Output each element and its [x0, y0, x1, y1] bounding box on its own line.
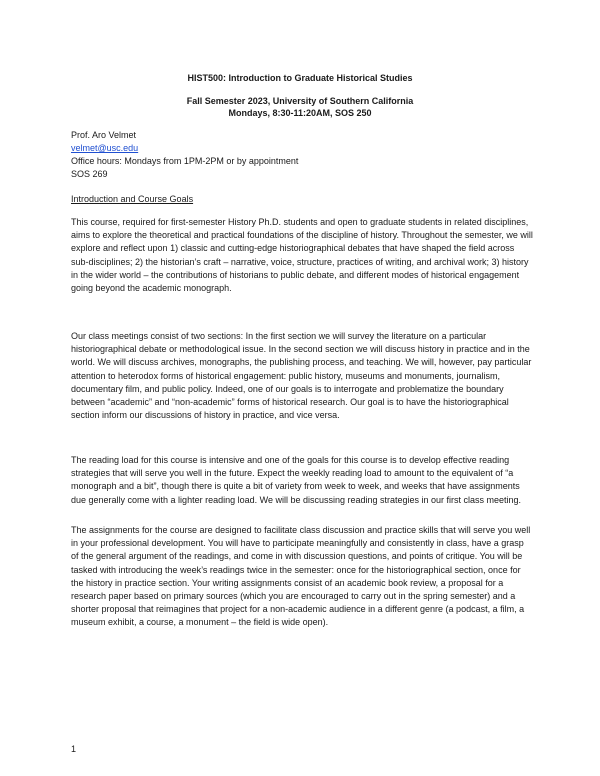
schedule-line: Mondays, 8:30-11:20AM, SOS 250 — [228, 108, 372, 118]
page-number: 1 — [71, 744, 77, 754]
paragraph-reading-load: The reading load for this course is intensive and one of the goals for this course is to develop effective reading strategies that will serve you well in the future. Expect the weekly reading load to amount to the equivalent of “a monograph and a bit”, though there is quite a bit of variety from week to week, and weeks that have assignments due generally come with a lighter reading load. We will be discussing reading strategies in our first class meeting. — [71, 455, 522, 505]
semester-line: Fall Semester 2023, University of Southern California — [186, 96, 414, 106]
course-title: HIST500: Introduction to Graduate Historical Studies — [187, 73, 413, 83]
paragraph-class-meetings: Our class meetings consist of two sections: In the first section we will survey the literature on a particular historiographical debate or methodological issue. In the second section we will discuss history in practice and in the world. We will discuss archives, monographs, the publishing process, and teaching. We will, however, pay particular attention to heterodox forms of historical engagement: public history, museums and monuments, journalism, documentary film, and public policy. Indeed, one of our goals is to interrogate and problematize the boundary between “academic” and “non-academic” forms of historical research. Our goal is to have the historiographical section inform our discussions of history in practice, and vice versa. — [71, 331, 532, 421]
paragraph-intro: This course, required for first-semester History Ph.D. students and open to graduate students in related disciplines, aims to explore the theoretical and practical foundations of the discipline of history. Throughout the semester, we will explore and reflect upon 1) classic and cutting-edge historiographical debates that have shaped the field across sub-disciplines; 2) the historian’s craft – narrative, voice, structure, practices of writing, and archival work; 3) history in the wider world – the contributions of historians to public debate, and different modes of historical engagement going beyond the academic monograph. — [71, 217, 533, 294]
office-location: SOS 269 — [71, 169, 108, 179]
section-heading: Introduction and Course Goals — [71, 194, 194, 204]
instructor-name: Prof. Aro Velmet — [71, 130, 137, 140]
office-hours: Office hours: Mondays from 1PM-2PM or by appointment — [71, 156, 299, 166]
instructor-email-link[interactable]: velmet@usc.edu — [71, 143, 139, 153]
paragraph-assignments: The assignments for the course are designed to facilitate class discussion and practice skills that will serve you well in your professional development. You will have to participate meaningfully and consistently in class, have a grasp of the general argument of the readings, and come in with discussion questions, and points of critique. You will be tasked with introducing the week’s readings twice in the semester: once for the historiographical section, once for the history in practice section. Your writing assignments consist of an academic book review, a proposal for a research paper based on primary sources (which you are encouraged to carry out in the spring semester) and a shorter proposal that reimagines that project for a non-academic audience in a different genre (a podcast, a film, a museum exhibit, a course, a monument – the field is wide open). — [71, 525, 531, 628]
